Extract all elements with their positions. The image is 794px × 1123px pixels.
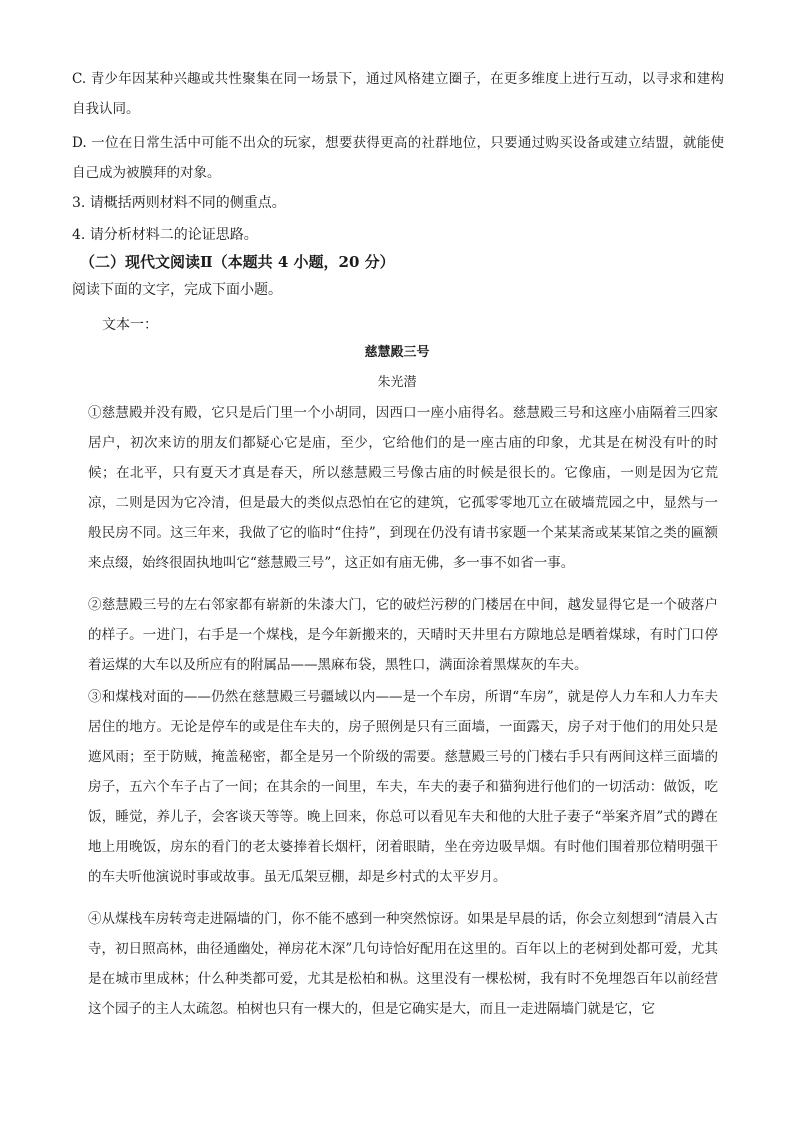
story-author: 朱光潜 [377,375,417,390]
section-instruction: 阅读下面的文字，完成下面小题。 [72,282,282,298]
story-paragraph-2: ②慈慧殿三号的左右邻家都有崭新的朱漆大门，它的破烂污秽的门楼居在中间，越发显得它是一个破落户的样子。一进门，右手是一个煤栈，是今年新搬来的，天晴时天井里右方隙地总是晒着煤球，有时门口停着运煤的大车以及所应有的附属品——黑麻布袋，黑牲口，满面涂着黑煤灰的车夫。 [88,597,718,673]
question-option-d: D. 一位在日常生活中可能不出众的玩家，想要获得更高的社群地位，只要通过购买设备或建立结盟，就能使自己成为被膜拜的对象。 [72,135,724,181]
question-3: 3. 请概括两则材料不同的侧重点。 [72,195,286,211]
story-title: 慈慧殿三号 [364,345,430,360]
section-title: （二）现代文阅读Ⅱ（本题共 4 小题，20 分） [80,253,395,271]
question-option-c: C. 青少年因某种兴趣或共性聚集在同一场景下，通过风格建立圈子，在更多维度上进行互动，以寻求和建构自我认同。 [72,71,724,117]
story-paragraph-4: ④从煤栈车房转弯走进隔墙的门，你不能不感到一种突然惊讶。如果是早晨的话，你会立刻想到“清晨入古寺，初日照高林，曲径通幽处，禅房花木深”几句诗恰好配用在这里的。百年以上的老树到处都可爱，尤其是在城市里成林；什么种类都可爱，尤其是松柏和枞。这里没有一棵松树，我有时不免埋怨百年以前经营这个园子的主人太疏忽。柏树也只有一棵大的，但是它确实是大，而且一走进隔墙门就是它，它 [88,911,718,1017]
story-paragraph-3: ③和煤栈对面的——仍然在慈慧殿三号疆域以内——是一个车房，所谓“车房”，就是停人力车和人力车夫居住的地方。无论是停车的或是住车夫的，房子照例是只有三面墙，一面露天，房子对于他们的用处只是遮风雨；至于防贼，掩盖秘密，都全是另一个阶级的需要。慈慧殿三号的门楼右手只有两间这样三面墙的房子，五六个车子占了一间；在其余的一间里，车夫，车夫的妻子和猫狗进行他们的一切活动：做饭，吃饭，睡觉，养儿子，会客谈天等等。晚上回来，你总可以看见车夫和他的大肚子妻子“举案齐眉”式的蹲在地上用晚饭，房东的看门的老太婆捧着长烟杆，闭着眼睛，坐在旁边吸旱烟。有时他们围着那位精明强干的车夫听他演说时事或故事。虽无瓜架豆棚，却是乡村式的太平岁月。 [88,689,718,885]
text-label: 文本一： [102,317,158,333]
story-paragraph-1: ①慈慧殿并没有殿，它只是后门里一个小胡同，因西口一座小庙得名。慈慧殿三号和这座小庙隔着三四家居户，初次来访的朋友们都疑心它是庙，至少，它给他们的是一座古庙的印象，尤其是在树没有叶的时候；在北平，只有夏天才真是春天，所以慈慧殿三号像古庙的时候是很长的。它像庙，一则是因为它荒凉，二则是因为它冷清，但是最大的类似点恐怕在它的建筑，它孤零零地兀立在破墙荒园之中，显然与一般民房不同。这三年来，我做了它的临时“住持”，到现在仍没有请书家题一个某某斋或某某馆之类的匾额来点缀，始终很固执地叫它“慈慧殿三号”，这正如有庙无佛，多一事不如省一事。 [88,405,718,571]
question-4: 4. 请分析材料二的论证思路。 [72,227,258,243]
